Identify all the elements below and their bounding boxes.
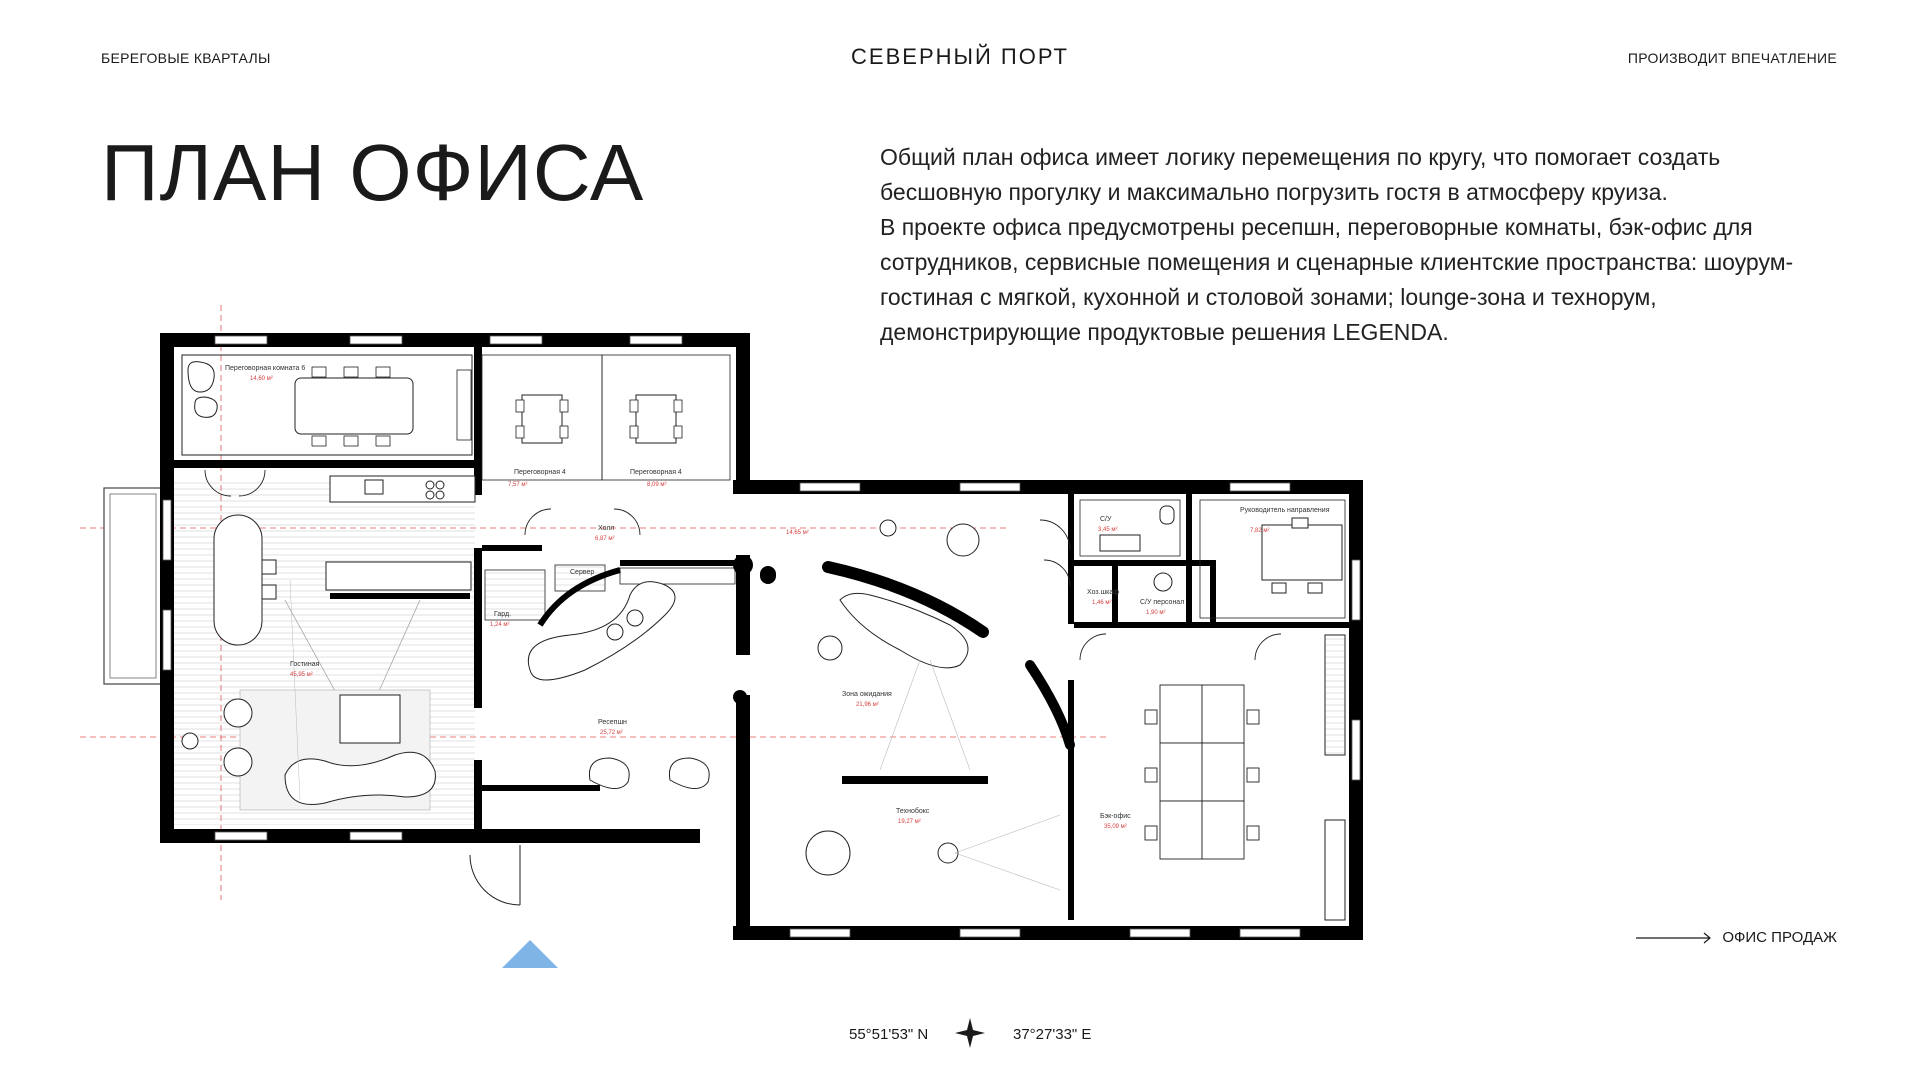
room-meeting-4b-label: Переговорная 4 [630, 469, 682, 476]
room-waiting-label: Зона ожидания [842, 691, 892, 698]
header-right-text: ПРОИЗВОДИТ ВПЕЧАТЛЕНИЕ [1627, 50, 1837, 66]
logo-text: СЕВЕРНЫЙ ПОРТ [851, 44, 1069, 69]
room-meeting-4a-area: 7,57 м² [508, 482, 528, 488]
room-wc-staff-area: 1,90 м² [1146, 610, 1166, 616]
room-backoffice-label: Бэк-офис [1100, 813, 1131, 820]
intro-paragraph-2: В проекте офиса предусмотрены ресепшн, переговорные комнаты, бэк-офис для сотрудников, сервисные помещения и сценарные клиентские пространства: шоурум-гостиная с мягкой, кухонной и столовой зонами; lounge-зона и технорум, демонстрирующие продуктовые решения LEGENDA. [880, 214, 1794, 345]
room-meeting-4a-label: Переговорная 4 [514, 469, 566, 476]
page-title: ПЛАН ОФИСА [101, 128, 645, 217]
room-head-area: 7,82 м² [1250, 528, 1270, 534]
latitude-text: 55°51'53" N [849, 1026, 929, 1043]
room-wardrobe-area: 1,24 м² [490, 622, 510, 628]
sales-office-link[interactable] [1636, 929, 1837, 946]
room-wc-label: С/У [1100, 516, 1112, 523]
room-meeting-4b-area: 8,09 м² [647, 482, 667, 488]
room-meeting-6-area: 14,60 м² [250, 376, 273, 382]
sales-office-label: ОФИС ПРОДАЖ [1722, 929, 1837, 946]
arrow-right-icon [1636, 932, 1712, 944]
longitude-text: 37°27'33" E [1013, 1026, 1092, 1043]
room-waiting-area: 21,96 м² [856, 702, 879, 708]
room-technobox-label: Технобокс [896, 808, 930, 815]
room-hall-label: Холл [598, 525, 615, 532]
room-storage-label: Хоз.шкаф [1087, 589, 1120, 596]
room-meeting-6-label: Переговорная комната 6 [225, 365, 306, 372]
entrance-marker-icon [502, 940, 558, 968]
room-hall-area: 6,87 м² [595, 536, 615, 542]
room-reception-area: 25,72 м² [600, 730, 623, 736]
header-left-text: БЕРЕГОВЫЕ КВАРТАЛЫ [101, 50, 271, 66]
room-backoffice-area: 35,09 м² [1104, 824, 1127, 830]
room-living-label: Гостиная [290, 661, 320, 668]
room-living-area: 45,95 м² [290, 672, 313, 678]
room-reception-label: Ресепшн [598, 719, 627, 726]
room-head-label: Руководитель направления [1240, 507, 1330, 514]
room-wc-area: 3,45 м² [1098, 527, 1118, 533]
room-wc-staff-label: С/У персонал [1140, 599, 1185, 606]
room-storage-area: 1,46 м² [1092, 600, 1112, 606]
room-server-label: Сервер [570, 569, 595, 576]
compass-star-icon [955, 1018, 985, 1048]
room-technobox-area: 19,27 м² [898, 819, 921, 825]
room-corridor-area: 14,65 м² [786, 530, 809, 536]
room-wardrobe-label: Гард. [494, 611, 512, 618]
intro-paragraph-1: Общий план офиса имеет логику перемещения по кругу, что помогает создать бесшовную прогулку и максимально погрузить гостя в атмосферу круиза. [880, 144, 1721, 205]
